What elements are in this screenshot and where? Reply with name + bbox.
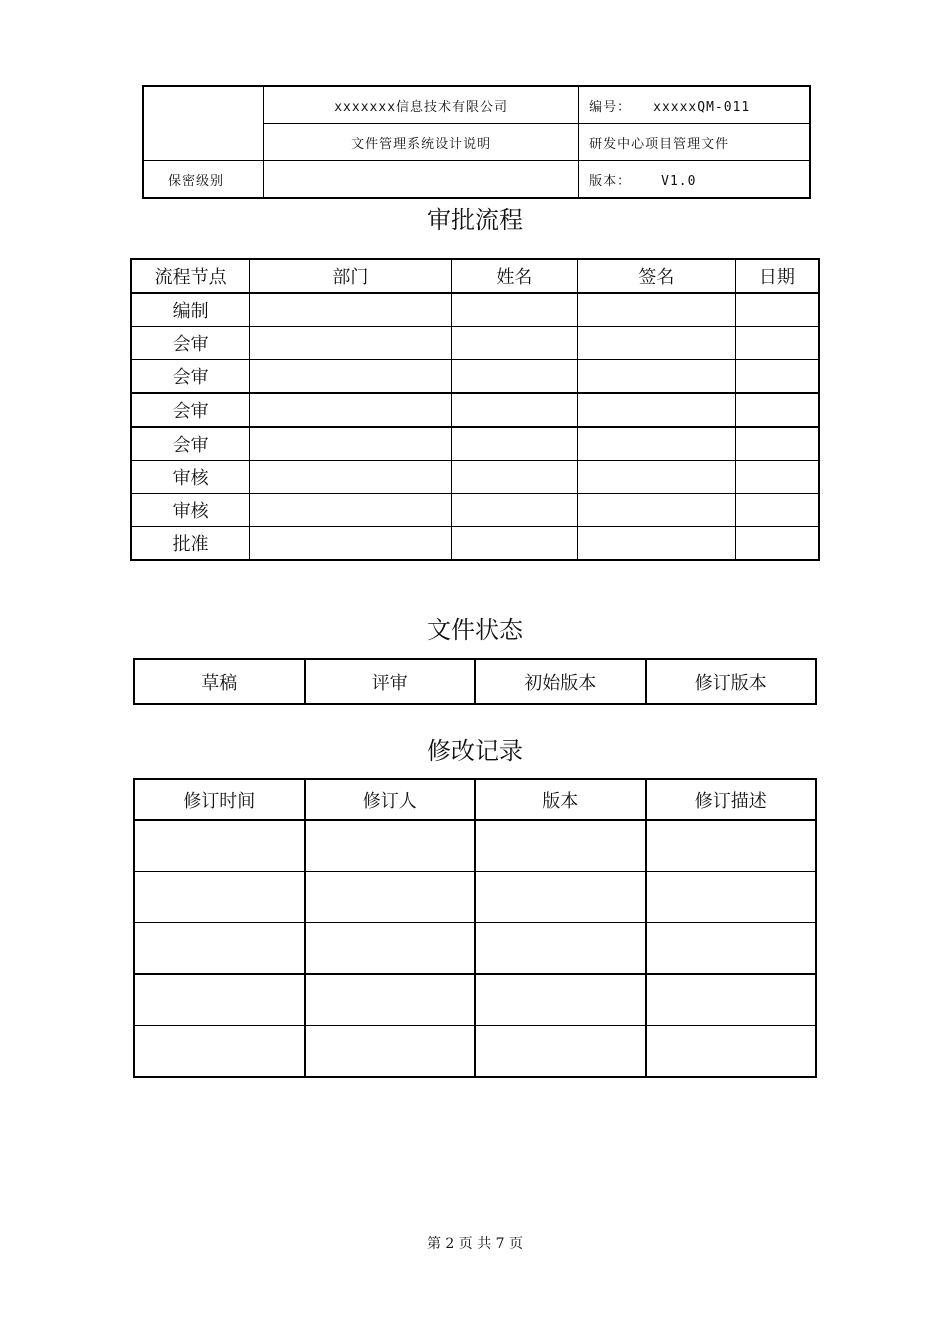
table-row xyxy=(131,393,819,427)
revision-time-cell[interactable] xyxy=(134,1026,305,1078)
col-header-version: 版本 xyxy=(475,779,646,820)
date-cell[interactable] xyxy=(735,327,819,360)
department-cell[interactable] xyxy=(250,527,451,561)
col-header-department: 部门 xyxy=(250,259,451,293)
number-label: 编号： xyxy=(589,99,632,115)
date-cell[interactable] xyxy=(735,360,819,394)
date-cell[interactable] xyxy=(735,393,819,427)
approval-node: 批准 xyxy=(131,527,250,561)
approval-node: 会审 xyxy=(131,360,250,394)
name-cell[interactable] xyxy=(451,327,578,360)
table-row xyxy=(134,974,816,1026)
version-cell[interactable] xyxy=(475,872,646,923)
version-cell[interactable] xyxy=(475,923,646,975)
date-cell[interactable] xyxy=(735,293,819,327)
revision-time-cell[interactable] xyxy=(134,974,305,1026)
page-number: 第 2 页 共 7 页 xyxy=(426,1236,524,1252)
revisions-title: 修改记录 xyxy=(427,737,523,765)
department-cell[interactable] xyxy=(250,393,451,427)
reviser-cell[interactable] xyxy=(305,923,476,975)
name-cell[interactable] xyxy=(451,393,578,427)
table-row xyxy=(131,293,819,327)
table-row xyxy=(131,427,819,461)
approval-node: 编制 xyxy=(131,293,250,327)
revision-time-cell[interactable] xyxy=(134,820,305,872)
approval-table xyxy=(130,258,820,561)
name-cell[interactable] xyxy=(451,461,578,494)
version-cell[interactable] xyxy=(475,1026,646,1078)
table-row xyxy=(134,1026,816,1078)
date-cell[interactable] xyxy=(735,527,819,561)
reviser-cell[interactable] xyxy=(305,872,476,923)
revision-time-cell[interactable] xyxy=(134,923,305,975)
status-title: 文件状态 xyxy=(427,616,523,644)
table-row xyxy=(131,360,819,394)
signature-cell[interactable] xyxy=(578,494,736,527)
version-cell[interactable] xyxy=(475,820,646,872)
col-header-node: 流程节点 xyxy=(131,259,250,293)
table-row xyxy=(131,527,819,561)
revision-time-cell[interactable] xyxy=(134,872,305,923)
version-value: V1.0 xyxy=(661,173,697,189)
table-row xyxy=(131,461,819,494)
name-cell[interactable] xyxy=(451,427,578,461)
reviser-cell[interactable] xyxy=(305,820,476,872)
signature-cell[interactable] xyxy=(578,293,736,327)
table-row xyxy=(131,327,819,360)
signature-cell[interactable] xyxy=(578,527,736,561)
table-row xyxy=(134,820,816,872)
reviser-cell[interactable] xyxy=(305,1026,476,1078)
col-header-signature: 签名 xyxy=(578,259,736,293)
col-header-description: 修订描述 xyxy=(646,779,817,820)
department-cell[interactable] xyxy=(250,494,451,527)
status-option-draft[interactable]: 草稿 xyxy=(134,659,305,704)
signature-cell[interactable] xyxy=(578,327,736,360)
status-option-revised[interactable]: 修订版本 xyxy=(646,659,817,704)
name-cell[interactable] xyxy=(451,527,578,561)
department-cell[interactable] xyxy=(250,360,451,394)
reviser-cell[interactable] xyxy=(305,974,476,1026)
approval-node: 会审 xyxy=(131,393,250,427)
approval-node: 审核 xyxy=(131,461,250,494)
secret-level-value[interactable] xyxy=(264,161,579,199)
number-value: xxxxxQM-011 xyxy=(653,99,751,115)
department-cell[interactable] xyxy=(250,293,451,327)
col-header-reviser: 修订人 xyxy=(305,779,476,820)
status-row xyxy=(134,659,816,704)
name-cell[interactable] xyxy=(451,293,578,327)
date-cell[interactable] xyxy=(735,461,819,494)
approval-header-row xyxy=(131,259,819,293)
name-cell[interactable] xyxy=(451,360,578,394)
version-cell[interactable] xyxy=(475,974,646,1026)
document-number xyxy=(579,86,810,124)
description-cell[interactable] xyxy=(646,1026,817,1078)
secret-level-label: 保密级别 xyxy=(143,161,264,199)
table-row xyxy=(131,494,819,527)
company-name: xxxxxxx信息技术有限公司 xyxy=(264,86,579,124)
table-row xyxy=(134,923,816,975)
col-header-name: 姓名 xyxy=(451,259,578,293)
department-cell[interactable] xyxy=(250,427,451,461)
date-cell[interactable] xyxy=(735,427,819,461)
name-cell[interactable] xyxy=(451,494,578,527)
description-cell[interactable] xyxy=(646,974,817,1026)
status-option-initial[interactable]: 初始版本 xyxy=(475,659,646,704)
description-cell[interactable] xyxy=(646,872,817,923)
revision-table xyxy=(133,778,817,1078)
logo-cell xyxy=(143,86,264,161)
document-title: 文件管理系统设计说明 xyxy=(264,124,579,161)
col-header-revision-time: 修订时间 xyxy=(134,779,305,820)
document-header-table xyxy=(142,85,811,199)
approval-node: 审核 xyxy=(131,494,250,527)
approval-title: 审批流程 xyxy=(427,206,523,234)
signature-cell[interactable] xyxy=(578,393,736,427)
revision-header-row xyxy=(134,779,816,820)
document-category: 研发中心项目管理文件 xyxy=(579,124,810,161)
description-cell[interactable] xyxy=(646,820,817,872)
version-label: 版本： xyxy=(589,173,632,189)
signature-cell[interactable] xyxy=(578,427,736,461)
signature-cell[interactable] xyxy=(578,461,736,494)
approval-node: 会审 xyxy=(131,427,250,461)
col-header-date: 日期 xyxy=(735,259,819,293)
description-cell[interactable] xyxy=(646,923,817,975)
status-option-review[interactable]: 评审 xyxy=(305,659,476,704)
status-table xyxy=(133,658,817,705)
table-row xyxy=(134,872,816,923)
document-version xyxy=(579,161,810,199)
date-cell[interactable] xyxy=(735,494,819,527)
approval-node: 会审 xyxy=(131,327,250,360)
department-cell[interactable] xyxy=(250,327,451,360)
department-cell[interactable] xyxy=(250,461,451,494)
signature-cell[interactable] xyxy=(578,360,736,394)
